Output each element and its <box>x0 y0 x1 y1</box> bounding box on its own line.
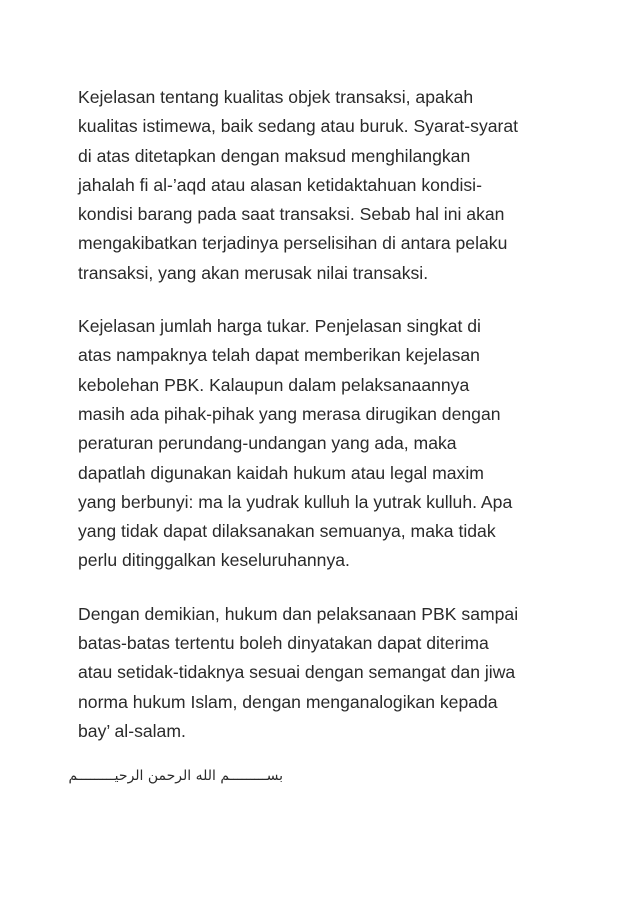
text-line: norma hukum Islam, dengan menganalogikan kepada <box>78 691 498 712</box>
text-line: transaksi, yang akan merusak nilai transaksi. <box>78 262 429 283</box>
paragraph-price-clarity <box>78 312 598 576</box>
text-line: dapatlah digunakan kaidah hukum atau legal maxim <box>78 462 484 483</box>
text-line: peraturan perundang-undangan yang ada, maka <box>78 433 457 454</box>
text-line: jahalah fi al-’aqd atau alasan ketidaktahuan kondisi- <box>78 174 482 195</box>
text-line: atas nampaknya telah dapat memberikan kejelasan <box>78 345 480 366</box>
text-line: bay’ al-salam. <box>78 720 186 741</box>
text-line: kualitas istimewa, baik sedang atau buruk. Syarat-syarat <box>78 116 519 137</box>
text-line: atau setidak-tidaknya sesuai dengan semangat dan jiwa <box>78 662 516 683</box>
text-line: kondisi barang pada saat transaksi. Sebab hal ini akan <box>78 204 505 225</box>
text-line: yang berbunyi: ma la yudrak kulluh la yutrak kulluh. Apa <box>78 491 513 512</box>
paragraph-conclusion <box>78 600 598 746</box>
text-line: mengakibatkan terjadinya perselisihan di antara pelaku <box>78 233 508 254</box>
text-line: perlu ditinggalkan keseluruhannya. <box>78 550 350 571</box>
text-line: batas-batas tertentu boleh dinyatakan dapat diterima <box>78 633 489 654</box>
arabic-basmala: بســـــــــم الله الرحمن الرحيـــــــــم <box>68 768 283 785</box>
text-line: di atas ditetapkan dengan maksud menghilangkan <box>78 145 471 166</box>
text-line: yang tidak dapat dilaksanakan semuanya, maka tidak <box>78 521 496 542</box>
text-line: Dengan demikian, hukum dan pelaksanaan PBK sampai <box>78 603 519 624</box>
paragraph-product-quality <box>78 83 598 288</box>
text-line: Kejelasan tentang kualitas objek transaksi, apakah <box>78 87 474 107</box>
document-page <box>68 83 598 787</box>
text-line: Kejelasan jumlah harga tukar. Penjelasan singkat di <box>78 316 481 337</box>
text-line: masih ada pihak-pihak yang merasa dirugikan dengan <box>78 403 501 424</box>
text-line: kebolehan PBK. Kalaupun dalam pelaksanaannya <box>78 374 470 395</box>
